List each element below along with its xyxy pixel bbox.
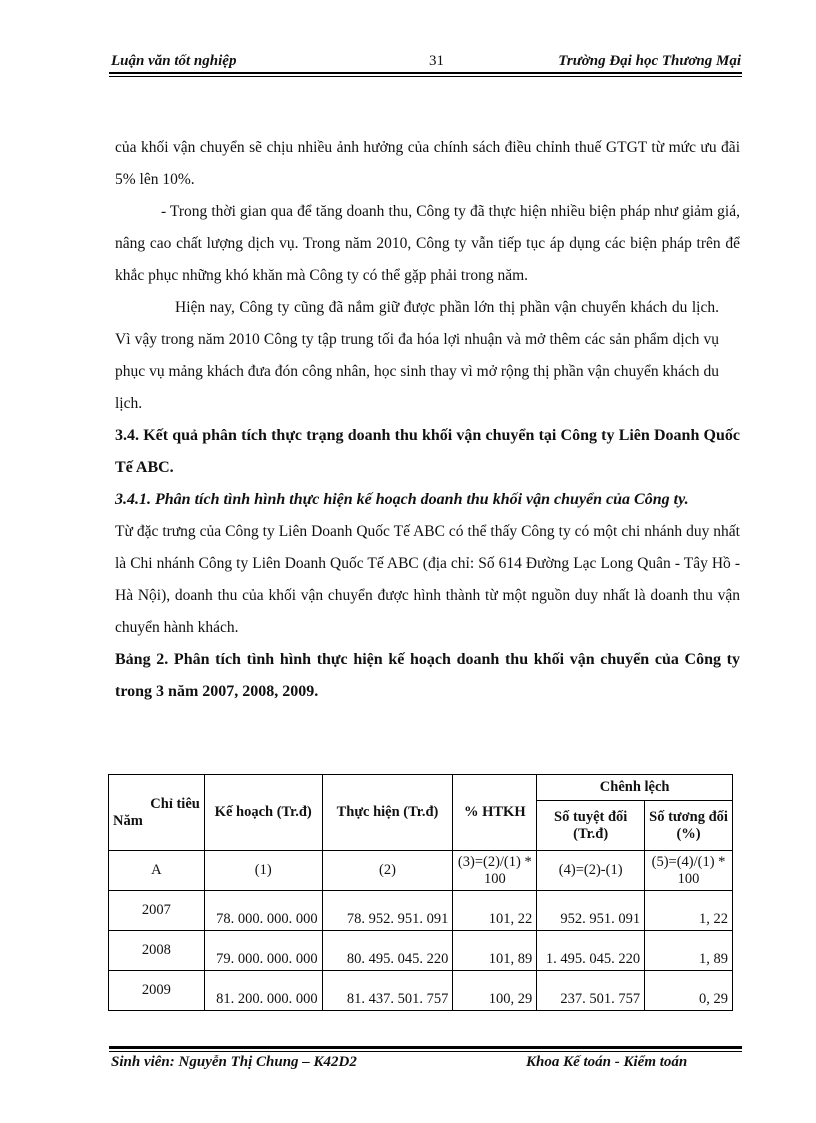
formula-cell: (3)=(2)/(1) * 100 <box>453 851 537 891</box>
year-cell: 2008 <box>109 931 205 971</box>
pct-cell: 100, 29 <box>453 971 537 1011</box>
abs-cell: 1. 495. 045. 220 <box>537 931 645 971</box>
plan-cell: 78. 000. 000. 000 <box>204 891 322 931</box>
formula-cell: (4)=(2)-(1) <box>537 851 645 891</box>
rel-cell: 1, 22 <box>645 891 733 931</box>
formula-cell: (5)=(4)/(1) * 100 <box>645 851 733 891</box>
year-cell: 2007 <box>109 891 205 931</box>
header-cell-difference: Chênh lệch <box>537 775 733 801</box>
section-heading-3-4: 3.4. Kết quả phân tích thực trạng doanh thu khối vận chuyển tại Công ty Liên Doanh Quốc Tế ABC. <box>115 427 740 476</box>
table-row <box>109 971 733 1011</box>
table-row-formula <box>109 851 733 891</box>
header-cell-pct: % HTKH <box>453 775 537 851</box>
header-cell-plan: Kế hoạch (Tr.đ) <box>204 775 322 851</box>
footer-student: Sinh viên: Nguyễn Thị Chung – K42D2 <box>111 1054 357 1070</box>
footer-rule <box>109 1046 742 1049</box>
actual-cell: 80. 495. 045. 220 <box>322 931 453 971</box>
header-cell-relative: Số tương đối (%) <box>645 801 733 851</box>
header-rule <box>109 72 742 74</box>
formula-cell: A <box>109 851 205 891</box>
page-number: 31 <box>429 53 444 69</box>
header-cell-year: Chỉ tiêu Năm <box>109 775 205 851</box>
footer-rule-thin <box>109 1051 742 1052</box>
rel-cell: 1, 89 <box>645 931 733 971</box>
revenue-plan-table <box>108 774 733 1011</box>
formula-cell: (2) <box>322 851 453 891</box>
table-row <box>109 931 733 971</box>
page-header <box>111 50 741 72</box>
header-cell-actual: Thực hiện (Tr.đ) <box>322 775 453 851</box>
footer-faculty: Khoa Kế toán - Kiểm toán <box>526 1054 688 1070</box>
paragraph-market-share: Hiện nay, Công ty cũng đã nắm giữ được phần lớn thị phần vận chuyển khách du lịch. Vì vậy trong năm 2010 Công ty tập trung tối đa hóa lợi nhuận và mở thêm các sản phẩm dịch vụ phục vụ mảng khách đưa đón công nhân, học sinh thay vì mở rộng thị phần vận chuyển khách du lịch. <box>115 299 719 412</box>
pct-cell: 101, 22 <box>453 891 537 931</box>
plan-cell: 81. 200. 000. 000 <box>204 971 322 1011</box>
formula-cell: (1) <box>204 851 322 891</box>
body-text <box>115 132 740 708</box>
plan-cell: 79. 000. 000. 000 <box>204 931 322 971</box>
actual-cell: 78. 952. 951. 091 <box>322 891 453 931</box>
abs-cell: 237. 501. 757 <box>537 971 645 1011</box>
table-row <box>109 891 733 931</box>
header-rule-thin <box>109 76 742 77</box>
year-cell: 2009 <box>109 971 205 1011</box>
paragraph-vat-impact: của khối vận chuyển sẽ chịu nhiều ảnh hưởng của chính sách điều chỉnh thuế GTGT từ mức ưu đãi 5% lên 10%. <box>115 139 740 188</box>
abs-cell: 952. 951. 091 <box>537 891 645 931</box>
section-heading-3-4-1: 3.4.1. Phân tích tình hình thực hiện kế hoạch doanh thu khối vận chuyển của Công ty. <box>115 491 689 508</box>
pct-cell: 101, 89 <box>453 931 537 971</box>
paragraph-branch-info: Từ đặc trưng của Công ty Liên Doanh Quốc Tế ABC có thể thấy Công ty có một chi nhánh duy nhất là Chi nhánh Công ty Liên Doanh Quốc Tế ABC (địa chỉ: Số 614 Đường Lạc Long Quân - Tây Hồ - Hà Nội), doanh thu của khối vận chuyển được hình thành từ một nguồn duy nhất là doanh thu vận chuyển hành khách. <box>115 523 740 636</box>
table-caption: Bảng 2. Phân tích tình hình thực hiện kế hoạch doanh thu khối vận chuyển của Công ty trong 3 năm 2007, 2008, 2009. <box>115 651 740 700</box>
actual-cell: 81. 437. 501. 757 <box>322 971 453 1011</box>
header-thesis-label: Luận văn tốt nghiệp <box>111 53 237 69</box>
paragraph-revenue-measures: - Trong thời gian qua để tăng doanh thu, Công ty đã thực hiện nhiều biện pháp như giảm giá, nâng cao chất lượng dịch vụ. Trong năm 2010, Công ty vẫn tiếp tục áp dụng các biện pháp trên để khắc phục những khó khăn mà Công ty có thể gặp phải trong năm. <box>115 203 740 284</box>
rel-cell: 0, 29 <box>645 971 733 1011</box>
header-university: Trường Đại học Thương Mại <box>558 53 741 69</box>
header-cell-absolute: Số tuyệt đối (Tr.đ) <box>537 801 645 851</box>
